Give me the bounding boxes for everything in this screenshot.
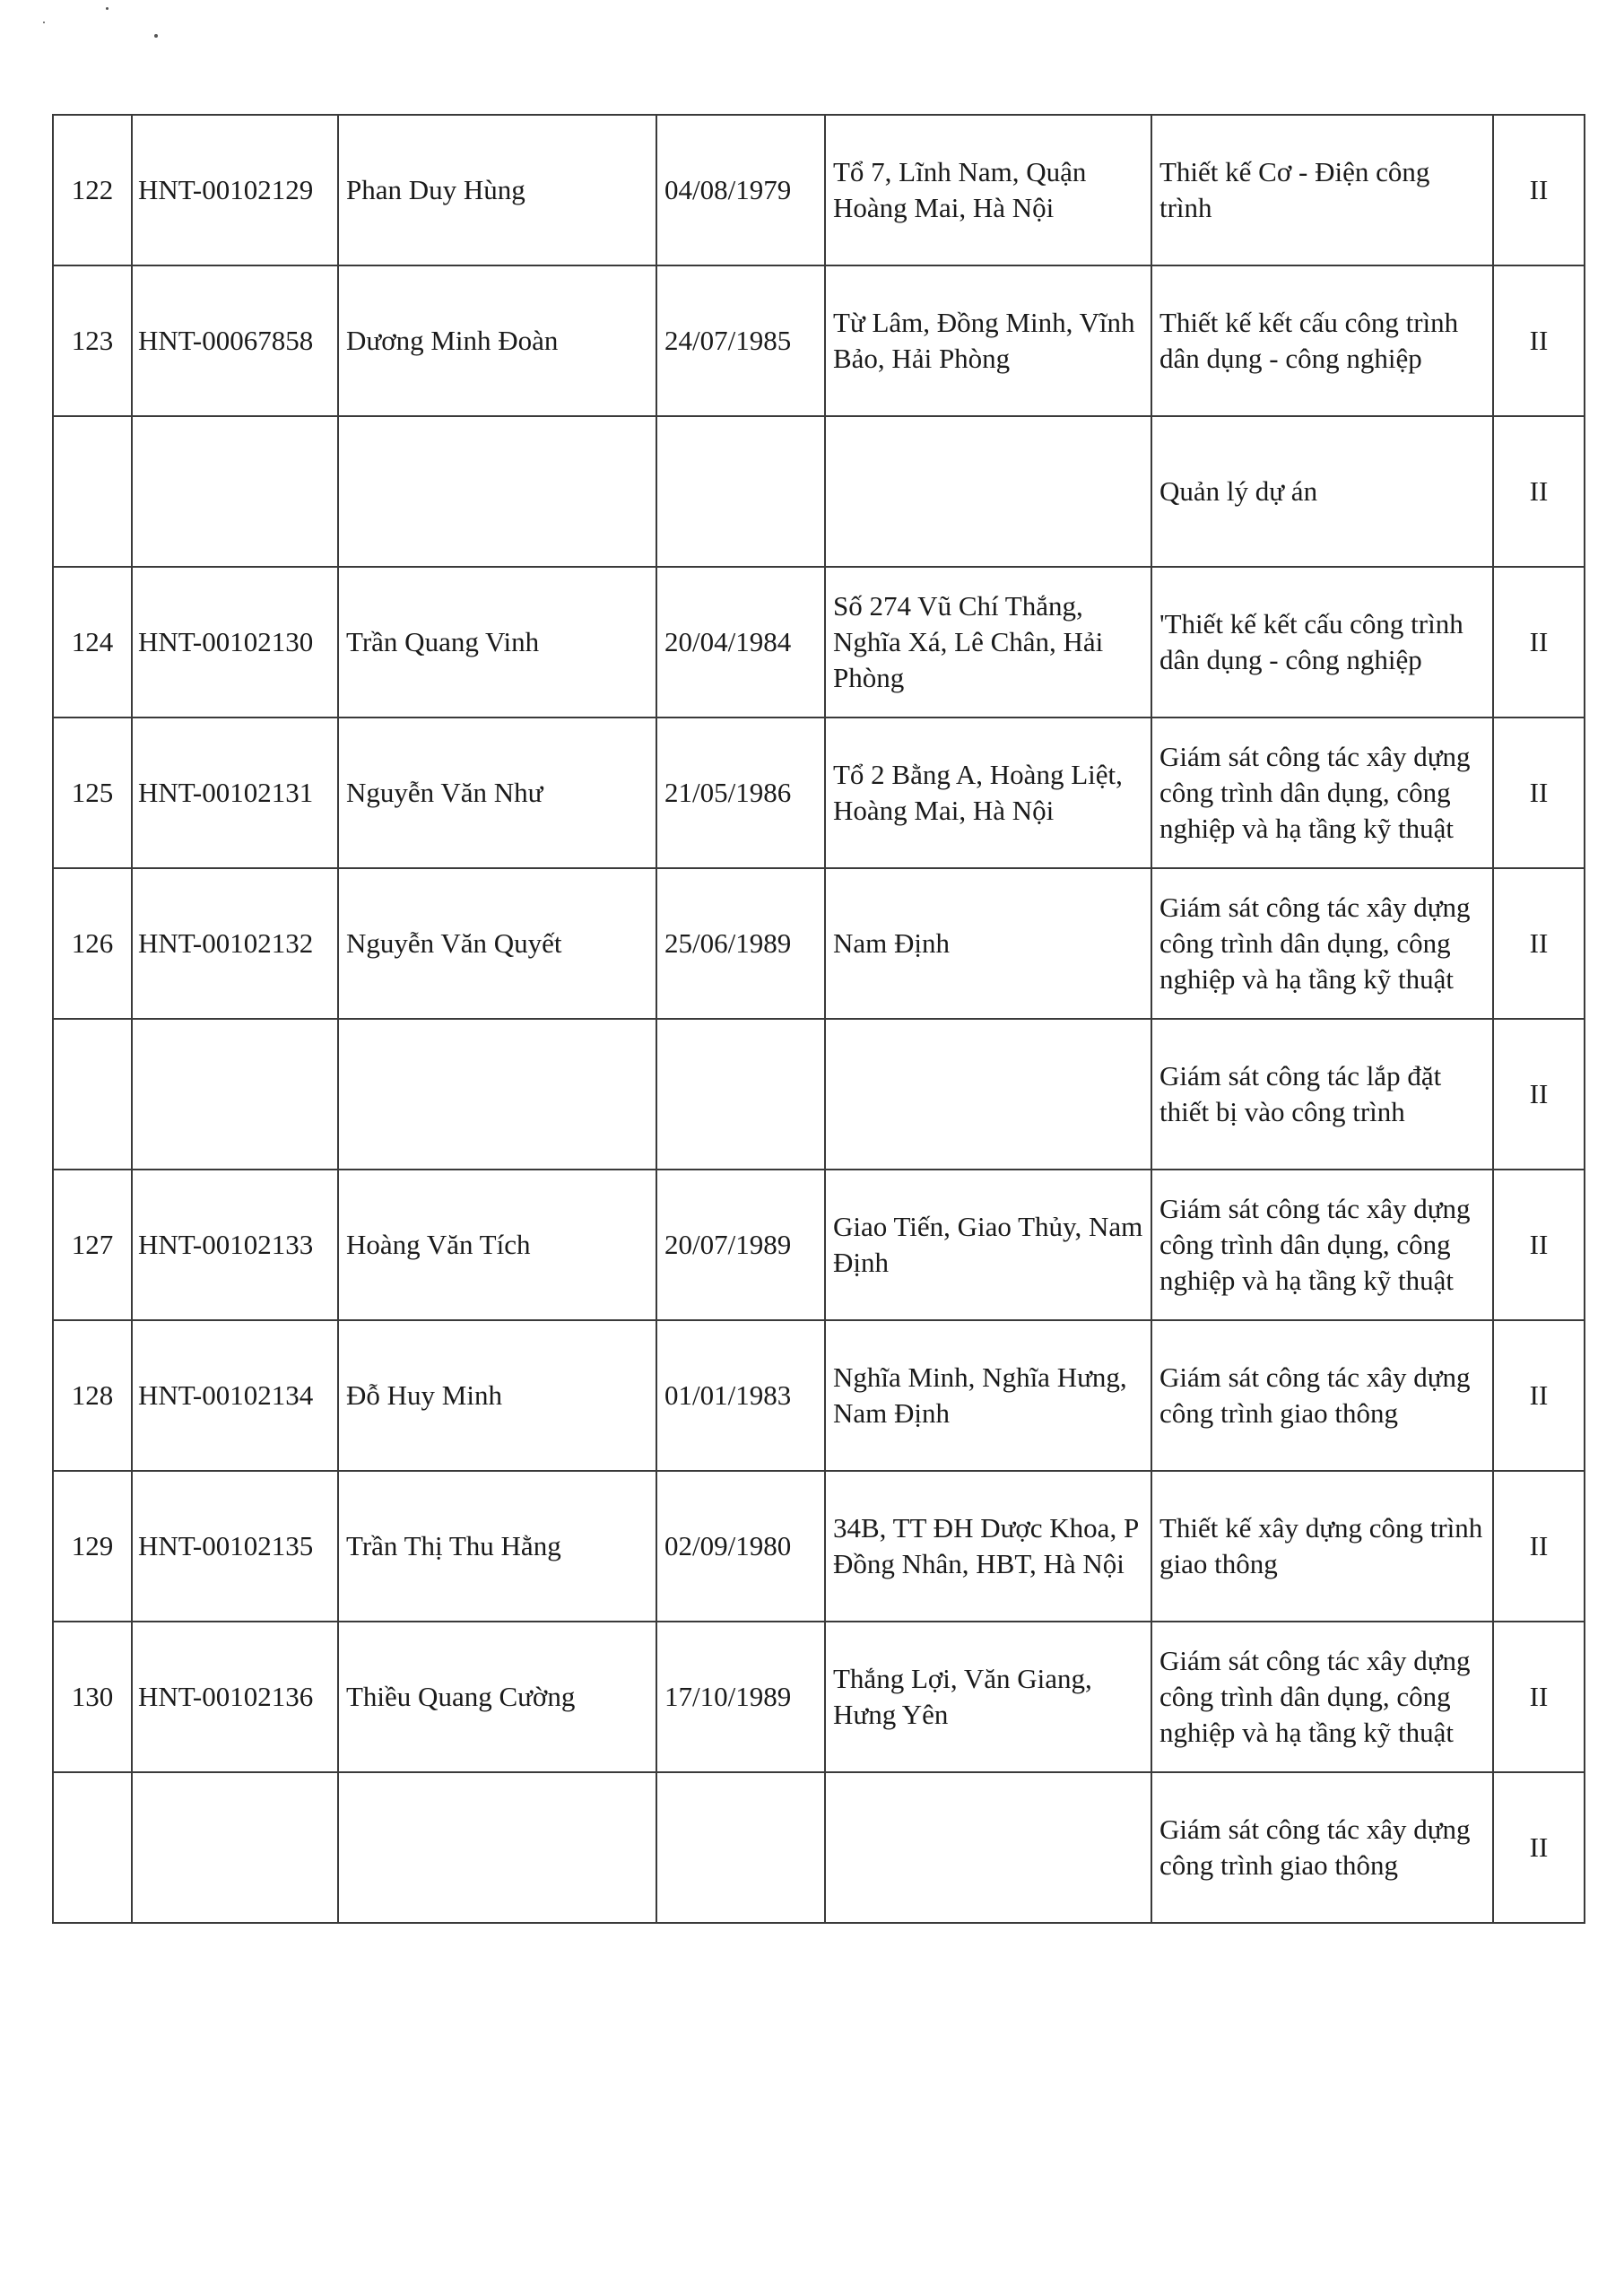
person-name-cell: Dương Minh Đoàn: [338, 265, 656, 416]
date-of-birth-cell: [656, 416, 825, 567]
row-number-cell: 124: [53, 567, 132, 718]
date-of-birth-cell: [656, 1019, 825, 1170]
table-row: [53, 1170, 1585, 1320]
table-row: [53, 868, 1585, 1019]
person-name-cell: Nguyễn Văn Quyết: [338, 868, 656, 1019]
certificate-code-cell: HNT-00102133: [132, 1170, 338, 1320]
table-row: [53, 265, 1585, 416]
person-name-cell: Phan Duy Hùng: [338, 115, 656, 265]
practice-field-cell: Giám sát công tác xây dựng công trình dân dụng, công nghiệp và hạ tầng kỹ thuật: [1151, 718, 1493, 868]
scan-speck: [43, 22, 45, 23]
table-row: [53, 567, 1585, 718]
address-cell: Nghĩa Minh, Nghĩa Hưng, Nam Định: [825, 1320, 1151, 1471]
certificate-code-cell: HNT-00102130: [132, 567, 338, 718]
certificate-code-cell: [132, 1772, 338, 1923]
table-row: [53, 1471, 1585, 1622]
certificate-code-cell: HNT-00102136: [132, 1622, 338, 1772]
person-name-cell: Trần Thị Thu Hằng: [338, 1471, 656, 1622]
certificate-rank-cell: II: [1493, 1622, 1585, 1772]
registry-table: [52, 114, 1585, 1924]
practice-field-cell: Thiết kế xây dựng công trình giao thông: [1151, 1471, 1493, 1622]
practice-field-cell: 'Thiết kế kết cấu công trình dân dụng - công nghiệp: [1151, 567, 1493, 718]
practice-field-cell: Quản lý dự án: [1151, 416, 1493, 567]
certificate-rank-cell: II: [1493, 1471, 1585, 1622]
certificate-code-cell: [132, 416, 338, 567]
certificate-code-cell: HNT-00067858: [132, 265, 338, 416]
date-of-birth-cell: 01/01/1983: [656, 1320, 825, 1471]
row-number-cell: [53, 1772, 132, 1923]
date-of-birth-cell: 20/07/1989: [656, 1170, 825, 1320]
practice-field-cell: Thiết kế kết cấu công trình dân dụng - công nghiệp: [1151, 265, 1493, 416]
date-of-birth-cell: 17/10/1989: [656, 1622, 825, 1772]
row-number-cell: 126: [53, 868, 132, 1019]
address-cell: [825, 1772, 1151, 1923]
scan-speck: [106, 7, 109, 10]
table-row: [53, 718, 1585, 868]
practice-field-cell: Giám sát công tác xây dựng công trình dân dụng, công nghiệp và hạ tầng kỹ thuật: [1151, 868, 1493, 1019]
person-name-cell: Thiều Quang Cường: [338, 1622, 656, 1772]
certificate-rank-cell: II: [1493, 1170, 1585, 1320]
practice-field-cell: Giám sát công tác lắp đặt thiết bị vào công trình: [1151, 1019, 1493, 1170]
table-row: [53, 416, 1585, 567]
certificate-code-cell: HNT-00102135: [132, 1471, 338, 1622]
certificate-rank-cell: II: [1493, 1772, 1585, 1923]
row-number-cell: 123: [53, 265, 132, 416]
row-number-cell: [53, 1019, 132, 1170]
address-cell: Từ Lâm, Đồng Minh, Vĩnh Bảo, Hải Phòng: [825, 265, 1151, 416]
row-number-cell: 125: [53, 718, 132, 868]
row-number-cell: 129: [53, 1471, 132, 1622]
table-row: [53, 1019, 1585, 1170]
row-number-cell: 130: [53, 1622, 132, 1772]
certificate-rank-cell: II: [1493, 1019, 1585, 1170]
table-row: [53, 1320, 1585, 1471]
address-cell: [825, 1019, 1151, 1170]
row-number-cell: 127: [53, 1170, 132, 1320]
address-cell: 34B, TT ĐH Dược Khoa, P Đồng Nhân, HBT, Hà Nội: [825, 1471, 1151, 1622]
address-cell: Tổ 2 Bằng A, Hoàng Liệt, Hoàng Mai, Hà Nội: [825, 718, 1151, 868]
date-of-birth-cell: 04/08/1979: [656, 115, 825, 265]
certificate-rank-cell: II: [1493, 1320, 1585, 1471]
practice-field-cell: Giám sát công tác xây dựng công trình giao thông: [1151, 1772, 1493, 1923]
person-name-cell: Hoàng Văn Tích: [338, 1170, 656, 1320]
address-cell: Tổ 7, Lĩnh Nam, Quận Hoàng Mai, Hà Nội: [825, 115, 1151, 265]
certificate-rank-cell: II: [1493, 567, 1585, 718]
table-row: [53, 1622, 1585, 1772]
date-of-birth-cell: 21/05/1986: [656, 718, 825, 868]
certificate-code-cell: HNT-00102131: [132, 718, 338, 868]
table-row: [53, 115, 1585, 265]
row-number-cell: 122: [53, 115, 132, 265]
date-of-birth-cell: [656, 1772, 825, 1923]
address-cell: [825, 416, 1151, 567]
person-name-cell: Đỗ Huy Minh: [338, 1320, 656, 1471]
person-name-cell: Trần Quang Vinh: [338, 567, 656, 718]
certificate-code-cell: HNT-00102134: [132, 1320, 338, 1471]
certificate-rank-cell: II: [1493, 868, 1585, 1019]
address-cell: Giao Tiến, Giao Thủy, Nam Định: [825, 1170, 1151, 1320]
table-body: [53, 115, 1585, 1923]
date-of-birth-cell: 25/06/1989: [656, 868, 825, 1019]
person-name-cell: Nguyễn Văn Như: [338, 718, 656, 868]
row-number-cell: [53, 416, 132, 567]
date-of-birth-cell: 20/04/1984: [656, 567, 825, 718]
certificate-rank-cell: II: [1493, 416, 1585, 567]
person-name-cell: [338, 416, 656, 567]
certificate-code-cell: HNT-00102132: [132, 868, 338, 1019]
person-name-cell: [338, 1772, 656, 1923]
table-row: [53, 1772, 1585, 1923]
certificate-rank-cell: II: [1493, 115, 1585, 265]
date-of-birth-cell: 24/07/1985: [656, 265, 825, 416]
practice-field-cell: Thiết kế Cơ - Điện công trình: [1151, 115, 1493, 265]
date-of-birth-cell: 02/09/1980: [656, 1471, 825, 1622]
practice-field-cell: Giám sát công tác xây dựng công trình dân dụng, công nghiệp và hạ tầng kỹ thuật: [1151, 1170, 1493, 1320]
row-number-cell: 128: [53, 1320, 132, 1471]
person-name-cell: [338, 1019, 656, 1170]
practice-field-cell: Giám sát công tác xây dựng công trình giao thông: [1151, 1320, 1493, 1471]
certificate-rank-cell: II: [1493, 718, 1585, 868]
certificate-code-cell: [132, 1019, 338, 1170]
practice-field-cell: Giám sát công tác xây dựng công trình dân dụng, công nghiệp và hạ tầng kỹ thuật: [1151, 1622, 1493, 1772]
address-cell: Thắng Lợi, Văn Giang, Hưng Yên: [825, 1622, 1151, 1772]
address-cell: Nam Định: [825, 868, 1151, 1019]
certificate-rank-cell: II: [1493, 265, 1585, 416]
certificate-code-cell: HNT-00102129: [132, 115, 338, 265]
scan-speck: [154, 34, 158, 38]
address-cell: Số 274 Vũ Chí Thắng, Nghĩa Xá, Lê Chân, Hải Phòng: [825, 567, 1151, 718]
